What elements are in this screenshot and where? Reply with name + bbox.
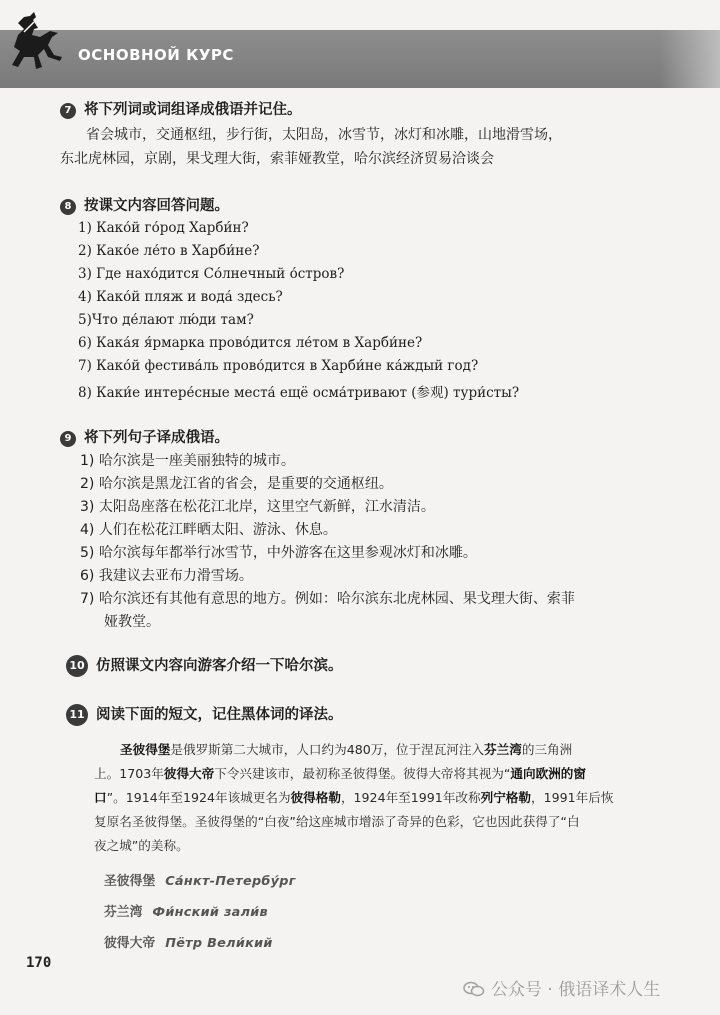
bold-term: 圣彼得堡 <box>120 742 171 757</box>
reading-paragraph-line: 上。1703年彼得大帝下令兴建该市，最初称圣彼得堡。彼得大帝将其视为“通向欧洲的窗 <box>94 766 586 781</box>
question-item: 5)Что де́лают лю́ди там? <box>78 312 254 328</box>
sentence-item: 5) 哈尔滨每年都举行冰雪节，中外游客在这里参观冰灯和冰雕。 <box>80 545 477 561</box>
exercise-number-badge: 11 <box>66 704 88 726</box>
reading-paragraph-line: 复原名圣彼得堡。圣彼得堡的“白夜”给这座城市增添了奇异的色彩，它也因此获得了“白 <box>94 814 580 829</box>
sentence-item: 6) 我建议去亚布力滑雪场。 <box>80 568 253 584</box>
reading-paragraph-line: 圣彼得堡是俄罗斯第二大城市，人口约为480万，位于涅瓦河注入芬兰湾的三角洲 <box>120 742 573 757</box>
sentence-item: 4) 人们在松花江畔晒太阳、游泳、休息。 <box>80 522 337 538</box>
exercise-11-title: 阅读下面的短文，记住黑体词的译法。 <box>96 707 343 723</box>
glossary-ru: Фи́нский зали́в <box>152 905 268 920</box>
bold-term: 彼得格勒 <box>290 790 341 805</box>
reading-paragraph-line: 夜之城”的美称。 <box>94 838 189 853</box>
question-item: 3) Где нахо́дится Со́лнечный о́стров? <box>78 266 345 282</box>
sentence-item: 7) 哈尔滨还有其他有意思的地方。例如：哈尔滨东北虎林园、果戈理大街、索菲 <box>80 591 575 607</box>
question-item: 1) Како́й го́род Харби́н? <box>78 220 249 236</box>
bold-term: 列宁格勒 <box>480 790 531 805</box>
sentence-item: 1) 哈尔滨是一座美丽独特的城市。 <box>80 453 295 469</box>
watermark <box>463 975 660 1000</box>
wechat-icon <box>463 981 485 997</box>
exercise-11-heading <box>66 703 343 726</box>
exercise-7-title: 将下列词或词组译成俄语并记住。 <box>84 102 302 118</box>
glossary-cn: 圣彼得堡 <box>104 874 156 889</box>
bold-term: 芬兰湾 <box>484 742 522 757</box>
page-number: 170 <box>26 955 52 971</box>
glossary-cn: 芬兰湾 <box>104 905 143 920</box>
glossary-entry <box>104 870 296 889</box>
exercise-8-heading <box>60 194 229 215</box>
watermark-text: 公众号 · 俄语译术人生 <box>491 980 661 1000</box>
exercise-9-heading <box>60 426 229 447</box>
bold-term: 口 <box>94 790 107 805</box>
sentence-item: 3) 太阳岛座落在松花江北岸，这里空气新鲜，江水清洁。 <box>80 499 435 515</box>
glossary-ru: Са́нкт-Петербу́рг <box>165 874 296 889</box>
sentence-item-continuation: 娅教堂。 <box>104 614 160 630</box>
exercise-7-line: 省会城市，交通枢纽，步行街，太阳岛，冰雪节，冰灯和冰雕，山地滑雪场， <box>86 127 562 143</box>
question-item: 6) Кака́я я́рмарка прово́дится ле́том в Харби́не? <box>78 335 423 351</box>
exercise-number-badge: 10 <box>66 655 88 677</box>
exercise-10-title: 仿照课文内容向游客介绍一下哈尔滨。 <box>96 658 343 674</box>
bold-term: 通向欧洲的窗 <box>510 766 586 781</box>
glossary-entry <box>104 932 273 951</box>
question-item: 7) Како́й фестива́ль прово́дится в Харби́не ка́ждый год? <box>78 358 479 374</box>
glossary-ru: Пётр Вели́кий <box>165 936 273 951</box>
exercise-number-badge: 7 <box>60 103 76 119</box>
exercise-9-title: 将下列句子译成俄语。 <box>84 430 229 446</box>
question-item: 4) Како́й пляж и вода́ здесь? <box>78 289 283 305</box>
rider-on-horse-logo <box>6 10 74 88</box>
exercise-8-title: 按课文内容回答问题。 <box>84 198 229 214</box>
sentence-item: 2) 哈尔滨是黑龙江省的省会，是重要的交通枢纽。 <box>80 476 393 492</box>
glossary-entry <box>104 901 268 920</box>
glossary-cn: 彼得大帝 <box>104 936 156 951</box>
exercise-7-heading <box>60 98 302 119</box>
exercise-10-heading <box>66 654 343 677</box>
course-title: ОСНОВНОЙ КУРС <box>78 46 234 64</box>
exercise-7-line: 东北虎林园，京剧，果戈理大街，索菲娅教堂，哈尔滨经济贸易洽谈会 <box>60 151 494 167</box>
reading-paragraph-line: 口”。1914年至1924年该城更名为彼得格勒，1924年至1991年改称列宁格勒，1991年后恢 <box>94 790 614 805</box>
question-item: 8) Каки́е интере́сные места́ ещё осма́тривают (参观) тури́сты? <box>78 385 520 401</box>
exercise-number-badge: 8 <box>60 199 76 215</box>
question-item: 2) Како́е ле́то в Харби́не? <box>78 243 260 259</box>
bold-term: 彼得大帝 <box>163 766 215 781</box>
exercise-number-badge: 9 <box>60 431 76 447</box>
